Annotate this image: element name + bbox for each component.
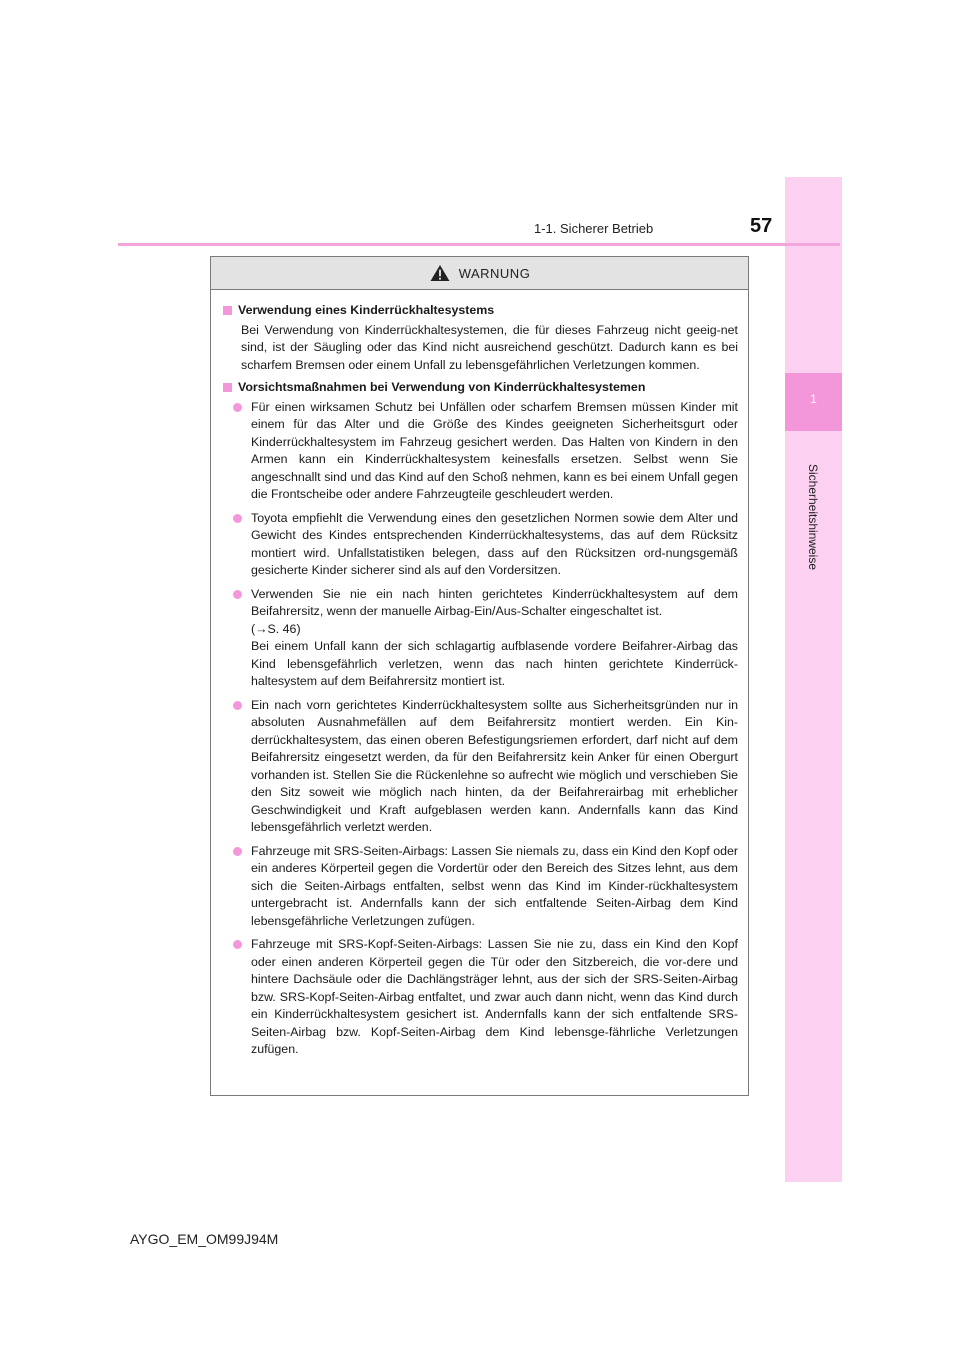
circle-bullet-icon [233,701,242,710]
circle-bullet-icon [233,403,242,412]
list-item [233,510,738,580]
list-item-text: Fahrzeuge mit SRS-Seiten-Airbags: Lassen Sie niemals zu, dass ein Kind den Kopf oder ein anderes Körperteil gegen die Vordertür oder den Bereich des Sitzes lehnt, aus dem sich die Seiten-Airbags entfalten, selbst wenn das Kind im Kinder-rückhaltesystem untergebracht ist. Andernfalls kann der sich entfaltende Seiten-Airbag dem Kind lebensgefährliche Verletzungen zufügen. [251,843,738,928]
header-rule [118,243,840,246]
warning-triangle-icon [429,264,451,282]
section-heading: Verwendung eines Kinderrückhaltesystems [238,303,495,317]
document-code: AYGO_EM_OM99J94M [130,1231,279,1247]
list-item [233,936,738,1059]
page-number: 57 [750,215,773,237]
list-item [233,586,738,691]
warning-title: WARNUNG [458,265,531,281]
list-item-text: Verwenden Sie nie ein nach hinten gerichtetes Kinderrückhaltesystem auf dem Beifahrersitz, wenn der manuelle Airbag-Ein/Aus-Schalter eingeschaltet ist. (→S. 46) Bei einem Unfall kann der sich schlagartig aufblasende vordere Beifahrer-Airbag das Kind lebensgefährlich verletzen, wenn das nach hinten gerichtete Kinderrück-haltesystem auf dem Beifahrersitz montiert ist. [251,586,738,688]
warning-box [210,256,749,1096]
list-item-text: Toyota empfiehlt die Verwendung eines den gesetzlichen Normen sowie dem Alter und Gewicht des Kindes entsprechenden Kinderrückhaltesystems, das auf dem Rücksitz montiert wird. Unfallstatistiken belegen, dass auf den Rücksitzen ord-nungsgemäß gesicherte Kinder sicherer sind als auf den Vordersitzen. [251,510,738,577]
square-bullet-icon [223,306,232,315]
warning-section [221,302,738,374]
circle-bullet-icon [233,514,242,523]
warning-header [211,257,748,290]
circle-bullet-icon [233,940,242,949]
warning-section [221,379,738,1059]
section-heading: Vorsichtsmaßnahmen bei Verwendung von Kinderrückhaltesystemen [238,380,646,394]
section-paragraph: Bei Verwendung von Kinderrückhaltesystemen, die für dieses Fahrzeug nicht geeig-net sind, ist der Säugling oder das Kind nicht ausreichend geschützt. Dadurch kann es bei scharfem Bremsen oder einem Unfall zu lebensgefährlichen Verletzungen kommen. [241,322,738,372]
list-item-text: Für einen wirksamen Schutz bei Unfällen oder scharfem Bremsen müssen Kinder mit einem für das Alter und die Größe des Kindes geeigneten Sicherheitsgurt oder Kinderrückhaltesystem im Fahrzeug gesichert werden. Das Halten von Kindern in den Armen kann ein Kinderrückhaltesystem keinesfalls ersetzen. Selbst wenn Sie angeschnallt sind und das Kind auf den Schoß nehmen, kann es bei einem Unfall gegen die Frontscheibe oder andere Fahrzeugteile geschleudert werden. [251,399,738,501]
chapter-number: 1 [810,392,817,406]
circle-bullet-icon [233,847,242,856]
section-header: 1-1. Sicherer Betrieb [534,221,654,236]
list-item [233,697,738,837]
circle-bullet-icon [233,590,242,599]
list-item [233,843,738,931]
warning-body [211,290,748,1059]
list-item [233,399,738,504]
list-item-text: Ein nach vorn gerichtetes Kinderrückhaltesystem sollte aus Sicherheitsgründen nur in absoluten Ausnahmefällen auf dem Beifahrersitz montiert werden. Ein Kin-derrückhaltesystem, das einen oberen Befestigungsriemen erfordert, darf nicht auf dem Beifahrersitz eingesetzt werden, da für den Beifahrersitz kein Anker für einen Obergurt vorhanden ist. Stellen Sie die Rückenlehne so aufrecht wie möglich und verschieben Sie den Sitz soweit wie möglich nach hinten, da der Beifahrerairbag mit erheblicher Geschwindigkeit und Kraft aufgeblasen werden kann. Andernfalls kann das Kind lebensgefährlich verletzt werden. [251,697,738,834]
chapter-side-tab [785,177,842,1182]
list-item-text: Fahrzeuge mit SRS-Kopf-Seiten-Airbags: Lassen Sie nie zu, dass ein Kind den Kopf oder einen anderen Körperteil gegen die Tür oder den Sitzbereich, die vor-dere und hintere Dachsäule oder die Dachlängsträger lehnt, aus der sich der SRS-Seiten-Airbag bzw. SRS-Kopf-Seiten-Airbag entfaltet, und zwar auch dann nicht, wenn das Kind durch ein Kinderrückhaltesystem gesichert ist. Andernfalls kann der sich entfaltende SRS-Seiten-Airbag bzw. Kopf-Seiten-Airbag dem Kind lebensge-fährliche Verletzungen zufügen. [251,937,738,1056]
square-bullet-icon [223,383,232,392]
chapter-label: Sicherheitshinweise [806,463,820,571]
